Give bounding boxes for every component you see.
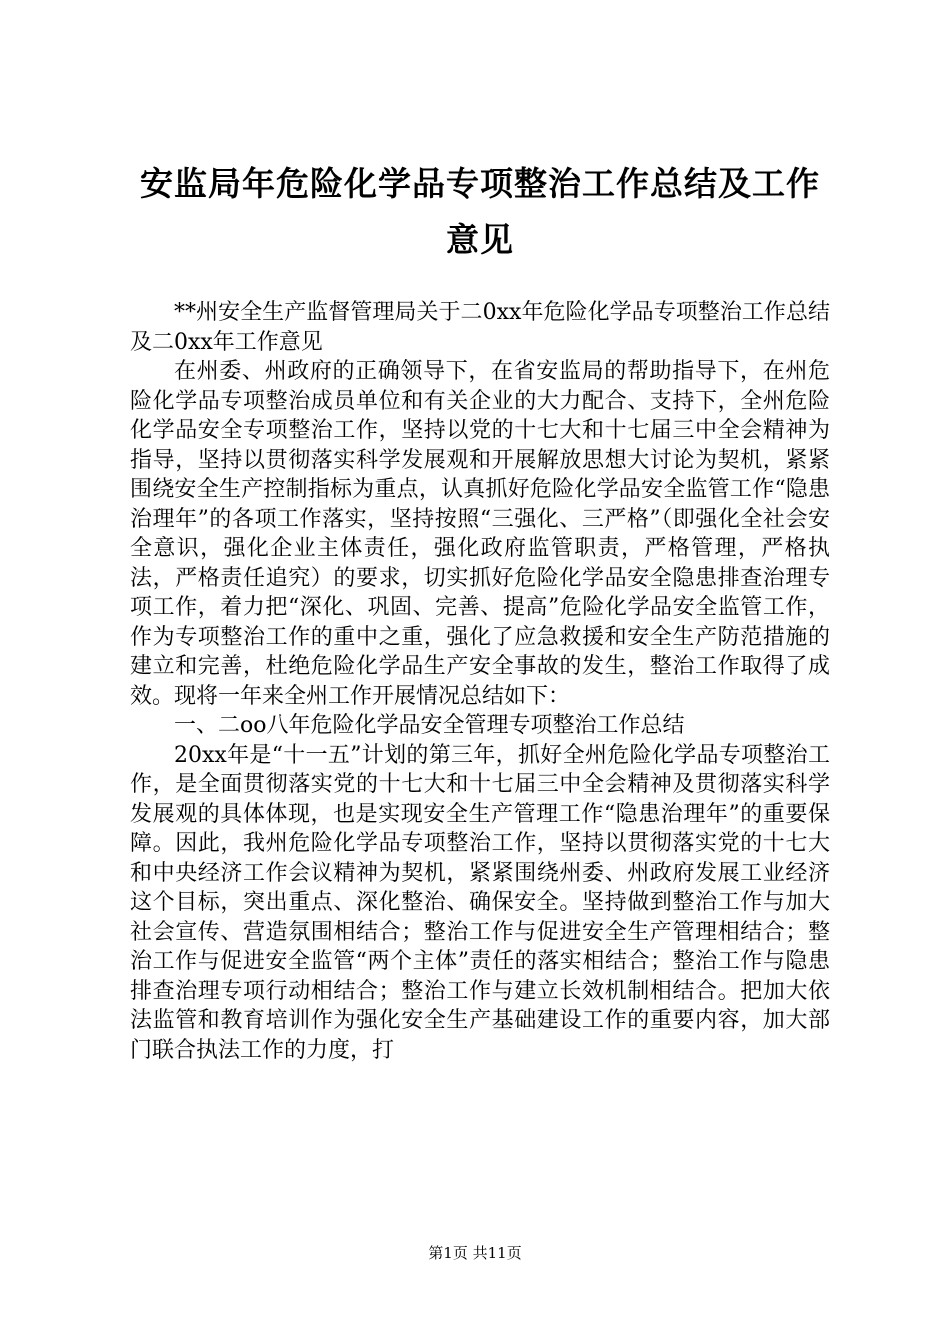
paragraph-heading-note: **州安全生产监督管理局关于二0xx年危险化学品专项整治工作总结及二0xx年工作意见 [130, 300, 830, 355]
document-title-line-1: 安监局年危险化学品专项整治工作总结及工作 [140, 164, 820, 203]
paragraph-introduction: 在州委、州政府的正确领导下，在省安监局的帮助指导下，在州危险化学品专项整治成员单位和有关企业的大力配合、支持下，全州危险化学品安全专项整治工作，坚持以党的十七大和十七届三中全会精神为指导，坚持以贯彻落实科学发展观和开展解放思想大讨论为契机，紧紧围绕安全生产控制指标为重点，认真抓好危险化学品安全监管工作“隐患治理年”的各项工作落实，坚持按照“三强化、三严格”（即强化全社会安全意识，强化企业主体责任，强化政府监管职责，严格管理，严格执法，严格责任追究）的要求，切实抓好危险化学品安全隐患排查治理专项工作，着力把“深化、巩固、完善、提高”危险化学品安全监管工作，作为专项整治工作的重中之重，强化了应急救援和安全生产防范措施的建立和完善，杜绝危险化学品生产安全事故的发生，整治工作取得了成效。现将一年来全州工作开展情况总结如下： [130, 359, 830, 709]
document-title-line-2: 意见 [446, 220, 514, 259]
document-body [130, 298, 830, 1065]
page-number: 第1页 共11页 [428, 1244, 522, 1262]
paragraph-section-body: 20xx年是“十一五”计划的第三年，抓好全州危险化学品专项整治工作，是全面贯彻落实党的十七大和十七届三中全会精神及贯彻落实科学发展观的具体体现，也是实现安全生产管理工作“隐患治理年”的重要保障。因此，我州危险化学品专项整治工作，坚持以贯彻落实党的十七大和中央经济工作会议精神为契机，紧紧围绕州委、州政府发展工业经济这个目标，突出重点、深化整治、确保安全。坚持做到整治工作与加大社会宣传、营造氛围相结合；整治工作与促进安全生产管理相结合；整治工作与促进安全监管“两个主体”责任的落实相结合；整治工作与隐患排查治理专项行动相结合；整治工作与建立长效机制相结合。把加大依法监管和教育培训作为强化安全生产基础建设工作的重要内容，加大部门联合执法工作的力度，打 [130, 742, 830, 1063]
section-heading: 一、二oo八年危险化学品安全管理专项整治工作总结 [174, 713, 685, 738]
